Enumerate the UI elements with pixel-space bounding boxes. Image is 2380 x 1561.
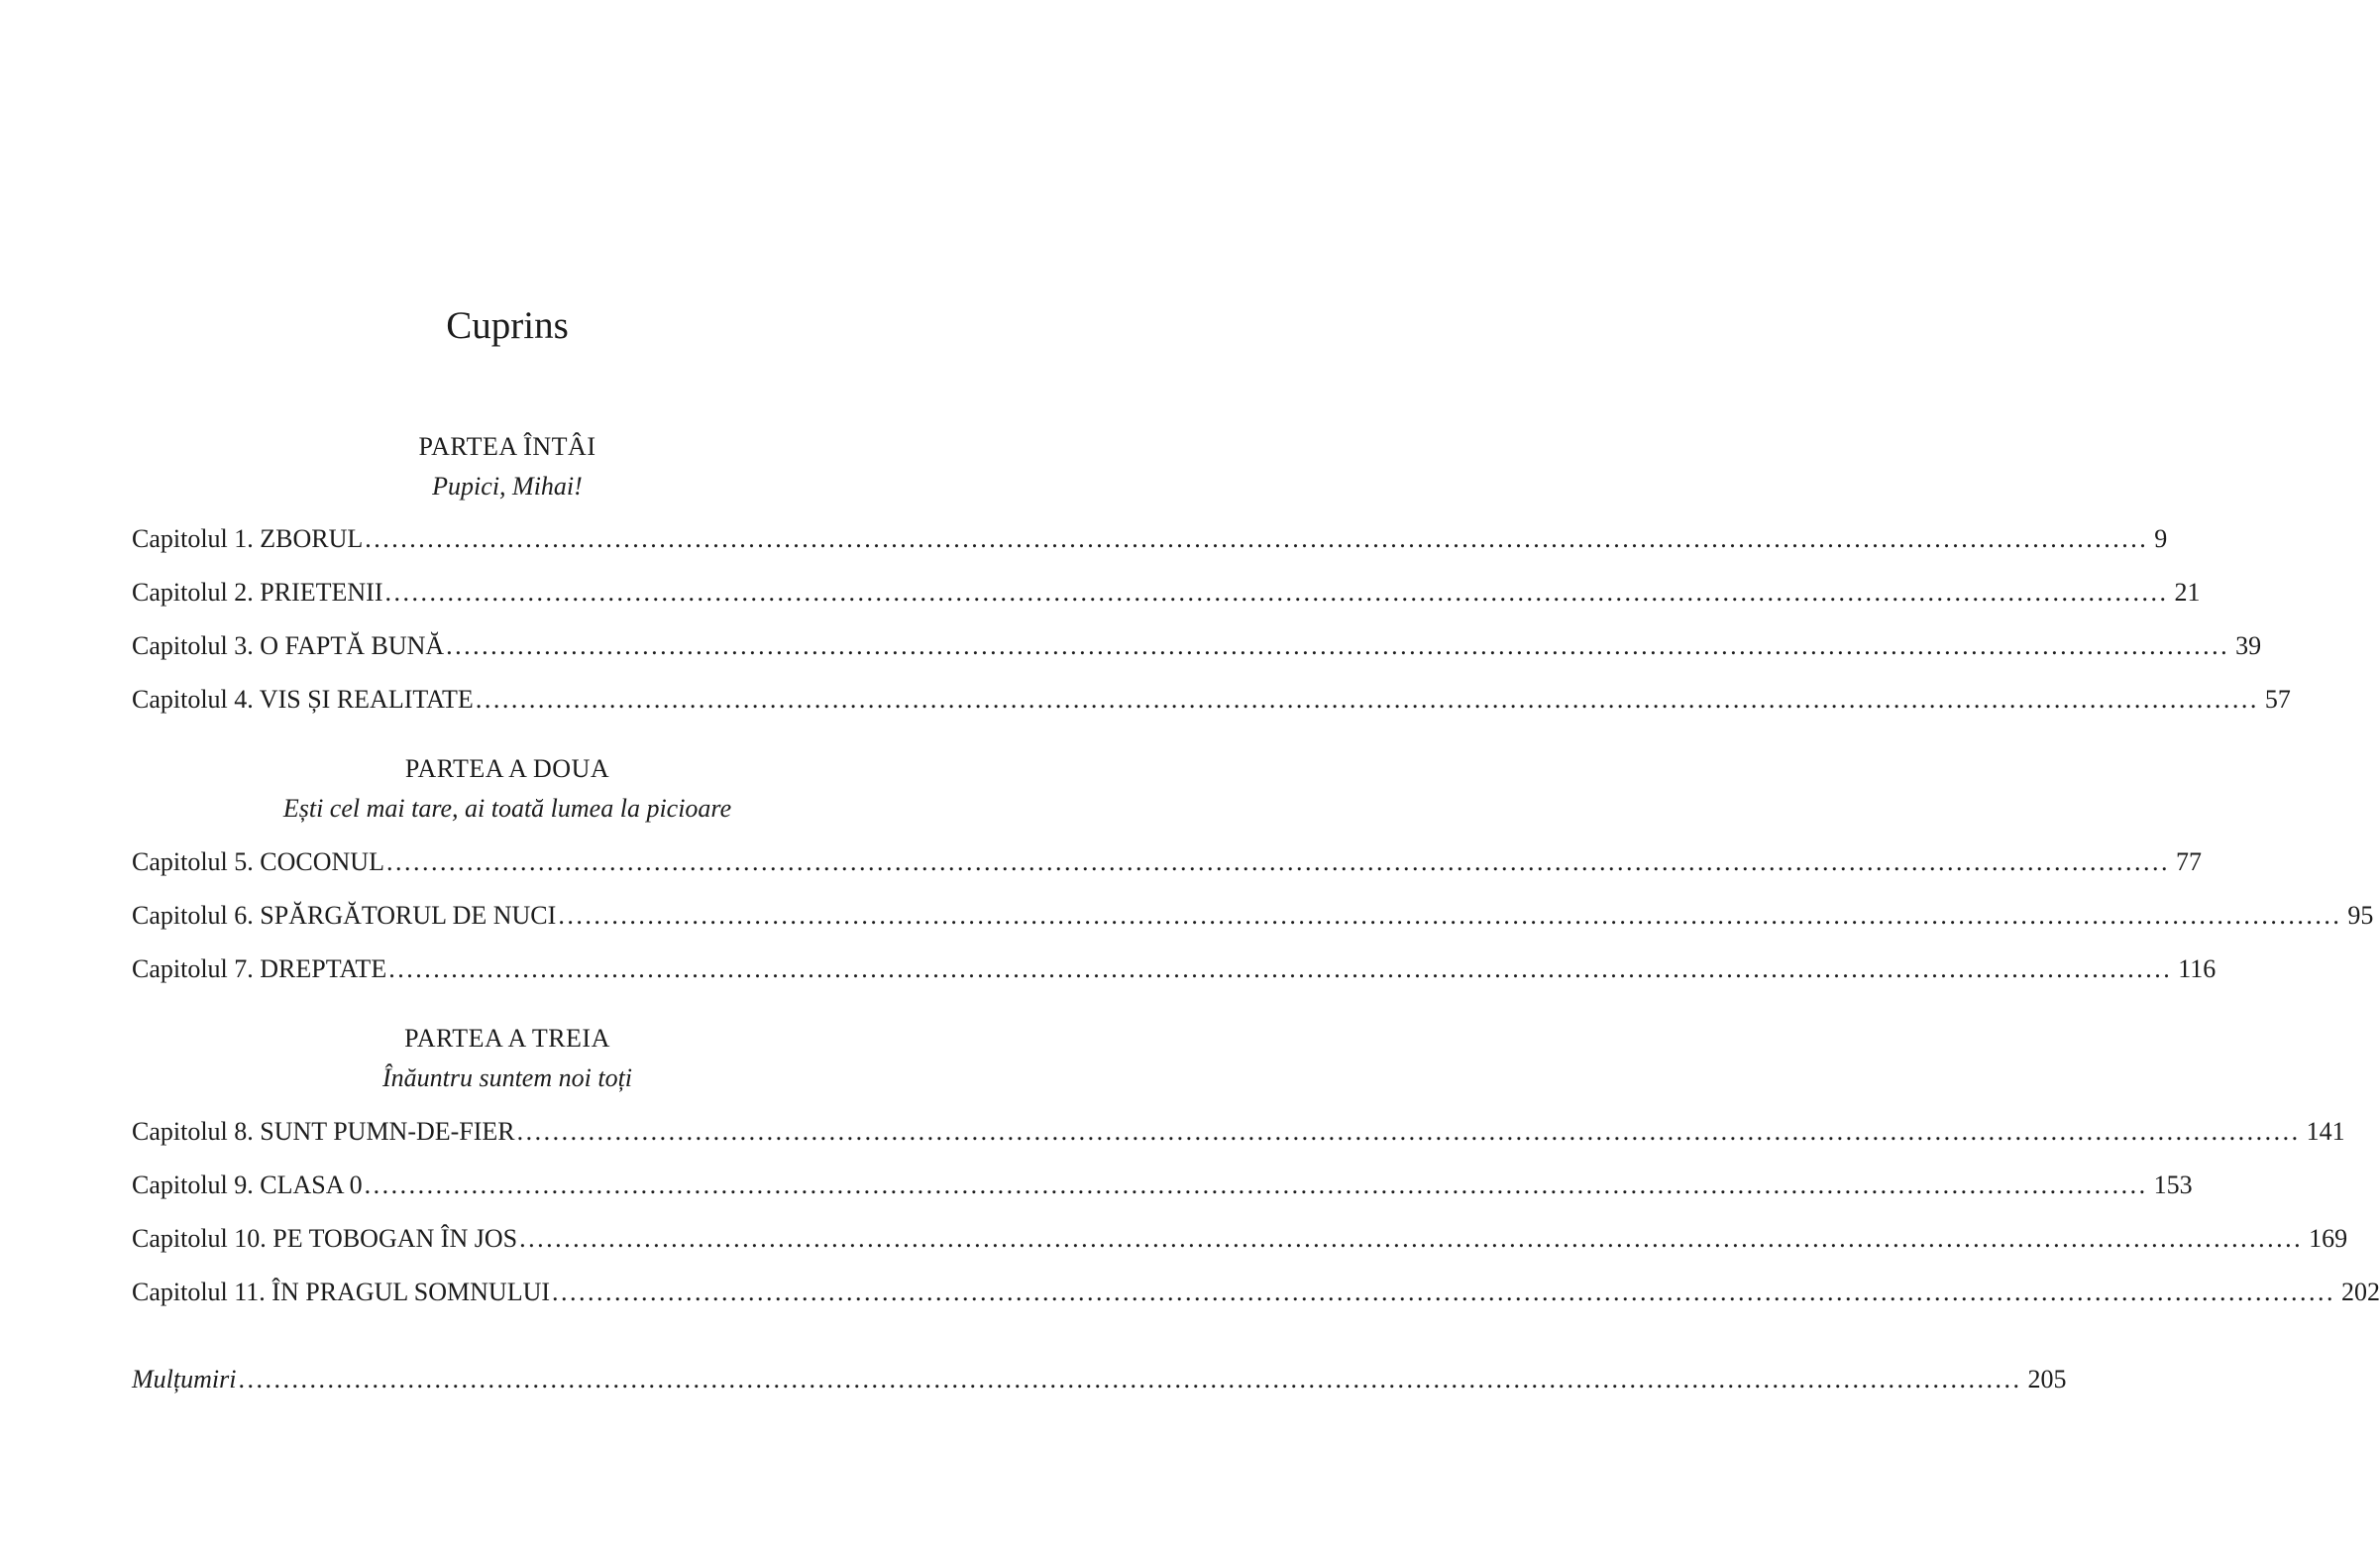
toc-entry-page-number: 57: [2264, 685, 2291, 714]
page-title: Cuprins: [446, 304, 569, 347]
toc-entry-page-number: 141: [2306, 1117, 2345, 1146]
dot-leader: ........................................................................................................................................................................................................: [388, 954, 2173, 983]
toc-entry-label: Capitolul 3. O FAPTĂ BUNĂ: [132, 631, 445, 660]
dot-leader: ........................................................................................................................................................................................................: [365, 524, 2149, 553]
dot-leader: ........................................................................................................................................................................................................: [384, 578, 2169, 607]
toc-entry-page-number: 202: [2341, 1278, 2380, 1306]
part-heading-3: PARTEA A TREIA: [404, 1024, 610, 1053]
toc-entry-chapter-11[interactable]: [132, 1276, 2380, 1309]
toc-entry-label: Capitolul 9. CLASA 0: [132, 1171, 363, 1199]
toc-entry-chapter-3[interactable]: [132, 629, 2262, 663]
toc-entry-page-number: 9: [2154, 524, 2168, 553]
toc-entry-label: Capitolul 2. PRIETENII: [132, 578, 383, 607]
toc-entry-page-number: 95: [2347, 901, 2374, 930]
toc-entry-chapter-1[interactable]: [132, 522, 2168, 556]
toc-entry-chapter-6[interactable]: [132, 899, 2374, 933]
dot-leader: ........................................................................................................................................................................................................: [238, 1365, 2022, 1394]
part-heading-1: PARTEA ÎNTÂI: [418, 432, 596, 461]
toc-entry-chapter-5[interactable]: [132, 845, 2202, 879]
toc-entry-label: Capitolul 1. ZBORUL: [132, 524, 364, 553]
toc-entry-page-number: 39: [2235, 631, 2262, 660]
toc-entry-label: Capitolul 10. PE TOBOGAN ÎN JOS: [132, 1224, 518, 1253]
dot-leader: ........................................................................................................................................................................................................: [516, 1117, 2301, 1146]
dot-leader: ........................................................................................................................................................................................................: [385, 847, 2170, 876]
dot-leader: ........................................................................................................................................................................................................: [446, 631, 2230, 660]
toc-entry-label: Capitolul 8. SUNT PUMN-DE-FIER: [132, 1117, 515, 1146]
dot-leader: ........................................................................................................................................................................................................: [519, 1224, 2304, 1253]
toc-entry-label: Capitolul 6. SPĂRGĂTORUL DE NUCI: [132, 901, 557, 930]
toc-entry-label: Capitolul 4. VIS ȘI REALITATE: [132, 685, 474, 714]
toc-entry-chapter-7[interactable]: [132, 952, 2217, 986]
toc-entry-label: Capitolul 7. DREPTATE: [132, 954, 387, 983]
toc-entry-chapter-4[interactable]: [132, 683, 2291, 717]
dot-leader: ........................................................................................................................................................................................................: [364, 1171, 2148, 1199]
toc-entry-page-number: 169: [2309, 1224, 2348, 1253]
toc-entry-label: Capitolul 5. COCONUL: [132, 847, 384, 876]
dot-leader: ........................................................................................................................................................................................................: [552, 1278, 2336, 1306]
toc-entry-label: Capitolul 11. ÎN PRAGUL SOMNULUI: [132, 1278, 551, 1306]
toc-entry-page-number: 116: [2178, 954, 2217, 983]
part-heading-2: PARTEA A DOUA: [404, 754, 610, 783]
toc-entry-chapter-8[interactable]: [132, 1115, 2345, 1149]
toc-entry-acknowledgements[interactable]: [132, 1363, 2067, 1396]
toc-entry-page-number: 153: [2153, 1171, 2193, 1199]
toc-entry-page-number: 205: [2027, 1365, 2067, 1394]
toc-entry-page-number: 77: [2175, 847, 2202, 876]
toc-entry-label: Mulțumiri: [132, 1365, 237, 1394]
toc-entry-page-number: 21: [2174, 578, 2201, 607]
toc-entry-chapter-9[interactable]: [132, 1169, 2193, 1202]
toc-entry-chapter-10[interactable]: [132, 1222, 2348, 1256]
dot-leader: ........................................................................................................................................................................................................: [475, 685, 2259, 714]
dot-leader: ........................................................................................................................................................................................................: [558, 901, 2342, 930]
part-subtitle-2: Ești cel mai tare, ai toată lumea la picioare: [282, 794, 732, 823]
toc-entry-chapter-2[interactable]: [132, 576, 2201, 610]
part-subtitle-3: Înăuntru suntem noi toți: [381, 1063, 633, 1092]
part-subtitle-1: Pupici, Mihai!: [432, 472, 583, 501]
